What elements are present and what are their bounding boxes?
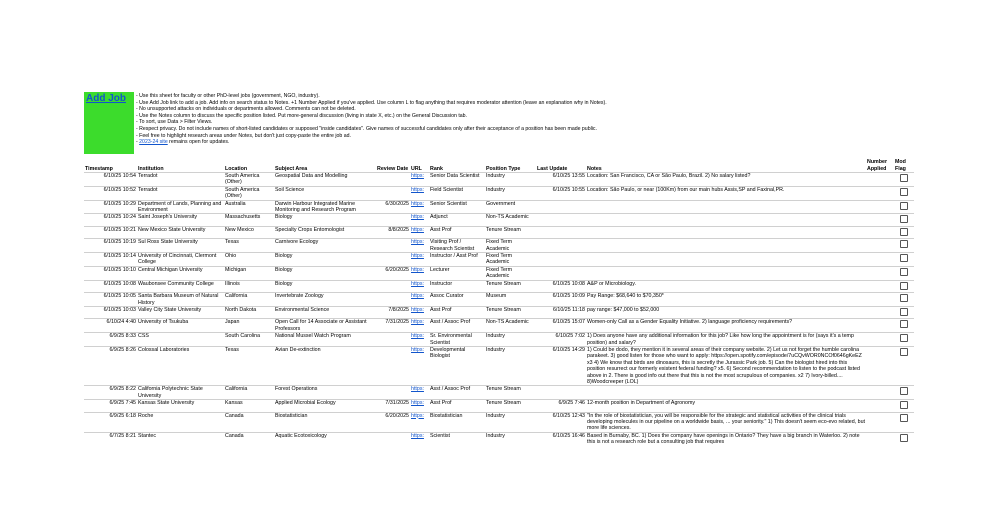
location-cell[interactable]: Canada (224, 432, 274, 445)
review-date-cell[interactable]: 7/31/2025 (376, 319, 410, 333)
institution-cell[interactable]: University of Tsukuba (137, 319, 224, 333)
review-date-cell[interactable] (376, 280, 410, 292)
rank-cell[interactable]: Asst / Assoc Prof (429, 319, 485, 333)
review-date-cell[interactable] (376, 293, 410, 307)
table-row (84, 293, 914, 307)
institution-cell[interactable]: Santa Barbara Museum of Natural History (137, 293, 224, 307)
number-applied-cell[interactable] (866, 412, 894, 432)
number-applied-cell[interactable] (866, 266, 894, 280)
review-date-cell[interactable] (376, 346, 410, 385)
table-row (84, 412, 914, 432)
header-row (84, 154, 914, 173)
institution-cell[interactable]: Department of Lands, Planning and Environment (137, 200, 224, 214)
location-cell[interactable]: Texas (224, 239, 274, 253)
number-applied-cell[interactable] (866, 239, 894, 253)
subject-area-cell[interactable]: Darwin Harbour Integrated Marine Monitoring and Research Program (274, 200, 376, 214)
col-header-mod-flag[interactable]: Mod Flag (895, 159, 906, 172)
location-cell[interactable]: New Mexico (224, 226, 274, 238)
rank-cell[interactable]: Asst / Assoc Prof (429, 386, 485, 400)
url-link[interactable]: https: (410, 214, 429, 226)
col-header-subject-area[interactable]: Subject Area (275, 165, 308, 172)
mod-flag-checkbox[interactable] (900, 174, 908, 182)
position-type-cell[interactable]: Fixed Term Academic (485, 266, 536, 280)
rank-cell[interactable]: Asst Prof (429, 306, 485, 318)
institution-cell[interactable]: CSS (137, 333, 224, 347)
location-cell[interactable]: California (224, 386, 274, 400)
table-row (84, 280, 914, 292)
position-type-cell[interactable]: Industry (485, 432, 536, 445)
timestamp-cell[interactable]: 6/10/25 10:14 (84, 253, 137, 267)
location-cell[interactable]: Ohio (224, 253, 274, 267)
url-link[interactable]: https: (410, 226, 429, 238)
table-row (84, 400, 914, 412)
location-cell[interactable]: South America (Other) (224, 173, 274, 187)
number-applied-cell[interactable] (866, 432, 894, 445)
instruction-line: - Feel free to highlight research areas under Notes, but don't just copy-paste the entire job ad. (136, 132, 351, 139)
timestamp-cell[interactable]: 6/10/25 10:03 (84, 306, 137, 318)
position-type-cell[interactable]: Fixed Term Academic (485, 253, 536, 267)
previous-site-link[interactable]: 2023-24 site (139, 139, 168, 146)
notes-cell[interactable] (586, 239, 866, 253)
number-applied-cell[interactable] (866, 200, 894, 214)
mod-flag-cell (894, 319, 914, 333)
table-row (84, 173, 914, 187)
url-link[interactable]: https: (410, 432, 429, 445)
mod-flag-cell (894, 280, 914, 292)
col-header-timestamp[interactable]: Timestamp (85, 165, 113, 172)
mod-flag-checkbox[interactable] (900, 254, 908, 262)
subject-area-cell[interactable]: Carnivore Ecology (274, 239, 376, 253)
url-link[interactable]: https: (410, 266, 429, 280)
review-date-cell[interactable]: 6/20/2025 (376, 266, 410, 280)
mod-flag-checkbox[interactable] (900, 434, 908, 442)
review-date-cell[interactable] (376, 432, 410, 445)
notes-cell[interactable] (586, 200, 866, 214)
col-header-position-type[interactable]: Position Type (486, 165, 521, 172)
rank-cell[interactable]: Instructor / Asst Prof (429, 253, 485, 267)
mod-flag-checkbox[interactable] (900, 308, 908, 316)
instruction-line: - Respect privacy. Do not include names of short-listed candidates or supposed "inside candidates". Give names of successful candidates only after their acceptance of a position has been made public. (136, 125, 597, 132)
url-link[interactable]: https: (410, 412, 429, 432)
review-date-cell[interactable] (376, 239, 410, 253)
instructions-list (136, 93, 906, 146)
timestamp-cell[interactable]: 6/7/25 8:21 (84, 432, 137, 445)
mod-flag-checkbox[interactable] (900, 228, 908, 236)
review-date-cell[interactable] (376, 186, 410, 200)
table-row (84, 186, 914, 200)
url-link[interactable]: https: (410, 239, 429, 253)
institution-cell[interactable]: Sul Ross State University (137, 239, 224, 253)
institution-cell[interactable]: New Mexico State University (137, 226, 224, 238)
notes-cell[interactable]: A&P or Microbiology. (586, 280, 866, 292)
url-link[interactable]: https: (410, 280, 429, 292)
rank-cell[interactable]: Asst Prof (429, 400, 485, 412)
rank-cell[interactable]: Visiting Prof / Research Scientist (429, 239, 485, 253)
notes-cell[interactable] (586, 226, 866, 238)
last-update-cell[interactable]: 6/10/25 15:07 (536, 319, 586, 333)
mod-flag-cell (894, 186, 914, 200)
position-type-cell[interactable]: Museum (485, 293, 536, 307)
mod-flag-cell (894, 253, 914, 267)
table-row (84, 306, 914, 318)
institution-cell[interactable]: California Polytechnic State University (137, 386, 224, 400)
institution-cell[interactable]: University of Cincinnati, Clermont College (137, 253, 224, 267)
timestamp-cell[interactable]: 6/9/25 7:45 (84, 400, 137, 412)
number-applied-cell[interactable] (866, 400, 894, 412)
col-header-institution[interactable]: Institution (138, 165, 164, 172)
mod-flag-checkbox[interactable] (900, 334, 908, 342)
location-cell[interactable]: California (224, 293, 274, 307)
previous-site-note: remains open for updates. (167, 139, 230, 146)
position-type-cell[interactable]: Government (485, 200, 536, 214)
subject-area-cell[interactable]: Specialty Crops Entomologist (274, 226, 376, 238)
url-link[interactable]: https: (410, 306, 429, 318)
url-link[interactable]: https: (410, 333, 429, 347)
location-cell[interactable]: Texas (224, 346, 274, 385)
institution-cell[interactable]: Saint Joseph's University (137, 214, 224, 226)
rank-cell[interactable]: Senior Data Scientist (429, 173, 485, 187)
notes-cell[interactable] (586, 214, 866, 226)
notes-cell[interactable] (586, 253, 866, 267)
number-applied-cell[interactable] (866, 386, 894, 400)
col-header-last-update[interactable]: Last Update (537, 165, 568, 172)
timestamp-cell[interactable]: 6/9/25 8:22 (84, 386, 137, 400)
number-applied-cell[interactable] (866, 173, 894, 187)
col-header-url[interactable]: URL (411, 165, 422, 172)
subject-area-cell[interactable]: Invertebrate Zoology (274, 293, 376, 307)
subject-area-cell[interactable]: Biology (274, 280, 376, 292)
instruction-line: - Use the Notes column to discuss the specific position listed. Put more-general discussion (living in state X, etc.) on the General Discussion tab. (136, 112, 468, 119)
institution-cell[interactable]: Waubonsee Community College (137, 280, 224, 292)
location-cell[interactable]: Canada (224, 412, 274, 432)
position-type-cell[interactable]: Industry (485, 333, 536, 347)
last-update-cell[interactable] (536, 239, 586, 253)
mod-flag-checkbox[interactable] (900, 282, 908, 290)
institution-cell[interactable]: Roche (137, 412, 224, 432)
table-row (84, 214, 914, 226)
mod-flag-cell (894, 266, 914, 280)
mod-flag-checkbox[interactable] (900, 202, 908, 210)
timestamp-cell[interactable]: 6/10/25 10:24 (84, 214, 137, 226)
rank-cell[interactable]: Scientist (429, 432, 485, 445)
subject-area-cell[interactable]: Applied Microbial Ecology (274, 400, 376, 412)
mod-flag-cell (894, 432, 914, 445)
url-link[interactable]: https: (410, 400, 429, 412)
location-cell[interactable]: Kansas (224, 400, 274, 412)
timestamp-cell[interactable]: 6/9/25 8:26 (84, 346, 137, 385)
mod-flag-cell (894, 412, 914, 432)
notes-cell[interactable]: "In the role of biostatistician, you will be responsible for the strategic and statistical activities of the clinical trials developing molecules in our pipeline on a worldwide basis, ... your seniority." 1) This doesn't seem eco-evo related, but more life sciences. (587, 412, 865, 432)
url-link[interactable]: https: (410, 173, 429, 187)
last-update-cell[interactable]: 6/10/25 10:09 (536, 293, 586, 307)
last-update-cell[interactable] (536, 200, 586, 214)
table-row (84, 253, 914, 267)
review-date-cell[interactable]: 6/20/2025 (376, 412, 410, 432)
rank-cell[interactable]: Field Scientist (429, 186, 485, 200)
rank-cell[interactable]: Developmental Biologist (429, 346, 485, 385)
timestamp-cell[interactable]: 6/10/25 10:52 (84, 186, 137, 200)
location-cell[interactable]: Australia (224, 200, 274, 214)
position-type-cell[interactable]: Fixed Term Academic (485, 239, 536, 253)
col-header-notes[interactable]: Notes (587, 165, 602, 172)
last-update-cell[interactable]: 6/9/25 7:46 (536, 400, 586, 412)
url-link[interactable]: https: (410, 186, 429, 200)
number-applied-cell[interactable] (866, 306, 894, 318)
jobs-table (84, 154, 914, 446)
review-date-cell[interactable] (376, 173, 410, 187)
subject-area-cell[interactable]: Soil Science (274, 186, 376, 200)
mod-flag-checkbox[interactable] (900, 414, 908, 422)
notes-cell[interactable]: Location: San Francisco, CA or São Paulo, Brazil. 2) No salary listed? (586, 173, 866, 187)
notes-cell[interactable]: 1) Could be dodo, they mention it in several areas of their company website. 2) Let us not forget the humble carolina parakeet. 3) good listen for those who want to apply: https://open.spotify.com/episode/7uCQvWOR0NCOf0646gKeEZ x3 4) We know that birds are dinosaurs, this is secretly the Jurassic Park job. 5) Can the biologist hired into this position resurrect our formerly existent federal funding? x5. 6) Second recommendation to listen to the podcast listed above in 2. There is good info out there that this is not the most scrupulous of companies. x2 7) Ivory-billed.... 8)Woodcreeper (LOL) (586, 346, 866, 385)
position-type-cell[interactable]: Tenure Stream (485, 280, 536, 292)
subject-area-cell[interactable]: Environmental Science (274, 306, 376, 318)
last-update-cell[interactable]: 6/10/25 10:08 (536, 280, 586, 292)
last-update-cell[interactable]: 6/10/25 7:02 (536, 333, 586, 347)
subject-area-cell[interactable]: Aquatic Ecotoxicology (274, 432, 376, 445)
mod-flag-cell (894, 214, 914, 226)
subject-area-cell[interactable]: Open Call for 14 Associate or Assistant Professors (274, 319, 376, 333)
instructions-header (84, 92, 914, 154)
timestamp-cell[interactable]: 6/9/25 8:33 (84, 333, 137, 347)
add-job-link[interactable]: Add Job (84, 92, 134, 154)
table-row (84, 432, 914, 445)
rank-cell[interactable]: Adjunct (429, 214, 485, 226)
location-cell[interactable]: Japan (224, 319, 274, 333)
url-link[interactable]: https: (410, 253, 429, 267)
col-header-location[interactable]: Location (225, 165, 248, 172)
table-row (84, 200, 914, 214)
mod-flag-checkbox[interactable] (900, 188, 908, 196)
mod-flag-cell (894, 306, 914, 318)
table-row (84, 333, 914, 347)
number-applied-cell[interactable] (866, 280, 894, 292)
institution-cell[interactable]: Colossal Laboratories (137, 346, 224, 385)
table-row (84, 266, 914, 280)
rank-cell[interactable]: Sr. Environmental Scientist (429, 333, 485, 347)
mod-flag-checkbox[interactable] (900, 387, 908, 395)
table-row (84, 386, 914, 400)
institution-cell[interactable]: Terradot (137, 186, 224, 200)
subject-area-cell[interactable]: Biology (274, 214, 376, 226)
mod-flag-checkbox[interactable] (900, 215, 908, 223)
last-update-cell[interactable]: 6/10/25 11:18 (536, 306, 586, 318)
last-update-cell[interactable]: 6/10/25 13:55 (536, 173, 586, 187)
url-link[interactable]: https: (410, 346, 429, 385)
review-date-cell[interactable] (376, 253, 410, 267)
number-applied-cell[interactable] (866, 253, 894, 267)
review-date-cell[interactable]: 8/8/2025 (376, 226, 410, 238)
last-update-cell[interactable] (536, 226, 586, 238)
position-type-cell[interactable]: Industry (485, 186, 536, 200)
col-header-review-date[interactable]: Review Date (377, 165, 409, 172)
location-cell[interactable]: North Dakota (224, 306, 274, 318)
review-date-cell[interactable] (376, 386, 410, 400)
rank-cell[interactable]: Instructor (429, 280, 485, 292)
notes-cell[interactable]: Based in Burnaby, BC. 1) Does the company have openings in Ontario? They have a big branch in Waterloo. 2) note this is not a research role but a consulting job that requires (586, 432, 866, 445)
rank-cell[interactable]: Lecturer (429, 266, 485, 280)
review-date-cell[interactable] (376, 333, 410, 347)
mod-flag-cell (894, 346, 914, 385)
timestamp-cell[interactable]: 6/10/25 10:08 (84, 280, 137, 292)
mod-flag-cell (894, 293, 914, 307)
institution-cell[interactable]: Stantec (137, 432, 224, 445)
url-link[interactable]: https: (410, 293, 429, 307)
mod-flag-checkbox[interactable] (900, 348, 908, 356)
position-type-cell[interactable]: Tenure Stream (485, 386, 536, 400)
last-update-cell[interactable]: 6/10/25 14:29 (536, 346, 586, 385)
last-update-cell[interactable] (536, 266, 586, 280)
number-applied-cell[interactable] (866, 293, 894, 307)
position-type-cell[interactable]: Industry (485, 412, 536, 432)
url-link[interactable]: https: (410, 319, 429, 333)
subject-area-cell[interactable]: National Mussel Watch Program (274, 333, 376, 347)
timestamp-cell[interactable]: 6/10/25 10:21 (84, 226, 137, 238)
rank-cell[interactable]: Senior Scientist (429, 200, 485, 214)
subject-area-cell[interactable]: Geospatial Data and Modelling (274, 173, 376, 187)
number-applied-cell[interactable] (866, 333, 894, 347)
timestamp-cell[interactable]: 6/10/24 4:40 (84, 319, 137, 333)
last-update-cell[interactable]: 6/10/25 12:43 (536, 412, 586, 432)
location-cell[interactable]: South Carolina (224, 333, 274, 347)
mod-flag-checkbox[interactable] (900, 240, 908, 248)
instruction-line: - To sort, use Data > Filter Views. (136, 119, 213, 126)
position-type-cell[interactable]: Non-TS Academic (485, 214, 536, 226)
number-applied-cell[interactable] (866, 346, 894, 385)
col-header-rank[interactable]: Rank (430, 165, 443, 172)
url-link[interactable]: https: (410, 200, 429, 214)
review-date-cell[interactable]: 7/31/2025 (376, 400, 410, 412)
mod-flag-checkbox[interactable] (900, 294, 908, 302)
last-update-cell[interactable] (536, 386, 586, 400)
url-link[interactable]: https: (410, 386, 429, 400)
notes-cell[interactable]: Women-only Call as a Gender Equality Initiative. 2) language proficiency requirements? (586, 319, 866, 333)
position-type-cell[interactable]: Industry (485, 346, 536, 385)
notes-cell[interactable]: 1) Does anyone have any additional information for this job? Like how long the appointment is for (says it's a temp position) and salary? (586, 333, 866, 347)
instruction-line: - Use this sheet for faculty or other PhD-level jobs (government, NGO, industry). (136, 93, 320, 99)
institution-cell[interactable]: Valley City State University (137, 306, 224, 318)
notes-cell[interactable]: Location: São Paulo, or near (100Km) from our main hubs Assis,SP and Faxinal,PR. (586, 186, 866, 200)
location-cell[interactable]: Michigan (224, 266, 274, 280)
rank-cell[interactable]: Asst Prof (429, 226, 485, 238)
review-date-cell[interactable]: 7/8/2025 (376, 306, 410, 318)
number-applied-cell[interactable] (866, 214, 894, 226)
location-cell[interactable]: South America (Other) (224, 186, 274, 200)
last-update-cell[interactable] (536, 253, 586, 267)
mod-flag-cell (894, 226, 914, 238)
institution-cell[interactable]: Central Michigan University (137, 266, 224, 280)
timestamp-cell[interactable]: 6/10/25 10:19 (84, 239, 137, 253)
notes-cell[interactable] (586, 386, 866, 400)
number-applied-cell[interactable] (866, 186, 894, 200)
instruction-line: - No unsupported attacks on individuals or departments allowed. Comments can not be deleted. (136, 106, 356, 113)
table-row (84, 226, 914, 238)
timestamp-cell[interactable]: 6/10/25 10:10 (84, 266, 137, 280)
last-update-cell[interactable]: 6/10/25 16:46 (536, 432, 586, 445)
subject-area-cell[interactable]: Biology (274, 253, 376, 267)
subject-area-cell[interactable]: Biology (274, 266, 376, 280)
mod-flag-cell (894, 400, 914, 412)
mod-flag-cell (894, 333, 914, 347)
location-cell[interactable]: Illinois (224, 280, 274, 292)
mod-flag-cell (894, 200, 914, 214)
col-header-number-applied[interactable]: Number Applied (867, 159, 888, 172)
number-applied-cell[interactable] (866, 319, 894, 333)
instruction-line: - Use Add Job link to add a job. Add info on search status to Notes. +1 Number Applied if you've applied. Use column L to flag anything that requires moderator attention (leave an explanation why in Notes). (136, 99, 607, 106)
position-type-cell[interactable]: Non-TS Academic (485, 319, 536, 333)
mod-flag-checkbox[interactable] (900, 401, 908, 409)
review-date-cell[interactable]: 6/30/2025 (376, 200, 410, 214)
subject-area-cell[interactable]: Biostatistician (274, 412, 376, 432)
timestamp-cell[interactable]: 6/10/25 10:54 (84, 173, 137, 187)
notes-cell[interactable]: Pay Range: $68,640 to $70,350* (586, 293, 866, 307)
subject-area-cell[interactable]: Avian De-extinction (274, 346, 376, 385)
review-date-cell[interactable] (376, 214, 410, 226)
table-row (84, 239, 914, 253)
position-type-cell[interactable]: Tenure Stream (485, 306, 536, 318)
mod-flag-checkbox[interactable] (900, 320, 908, 328)
instruction-line-last: - 2023-24 site remains open for updates. (136, 139, 230, 146)
rank-cell[interactable]: Biostatistician (429, 412, 485, 432)
subject-area-cell[interactable]: Forest Operations (274, 386, 376, 400)
jobs-spreadsheet (84, 92, 914, 446)
last-update-cell[interactable] (536, 214, 586, 226)
number-applied-cell[interactable] (866, 226, 894, 238)
institution-cell[interactable]: Terradot (137, 173, 224, 187)
notes-cell[interactable] (586, 266, 866, 280)
position-type-cell[interactable]: Industry (485, 173, 536, 187)
rank-cell[interactable]: Assoc Curator (429, 293, 485, 307)
table-row (84, 346, 914, 385)
last-update-cell[interactable]: 6/10/25 10:55 (536, 186, 586, 200)
notes-cell[interactable]: 12-month position in Department of Agronomy (586, 400, 866, 412)
timestamp-cell[interactable]: 6/10/25 10:29 (84, 200, 137, 214)
notes-cell[interactable]: pay range: $47,000 to $52,000 (586, 306, 866, 318)
mod-flag-cell (894, 386, 914, 400)
timestamp-cell[interactable]: 6/10/25 10:05 (84, 293, 137, 307)
mod-flag-cell (894, 239, 914, 253)
mod-flag-checkbox[interactable] (900, 268, 908, 276)
position-type-cell[interactable]: Tenure Stream (485, 226, 536, 238)
location-cell[interactable]: Massachusetts (224, 214, 274, 226)
timestamp-cell[interactable]: 6/9/25 6:18 (84, 412, 137, 432)
table-row (84, 319, 914, 333)
mod-flag-cell (894, 173, 914, 187)
position-type-cell[interactable]: Tenure Stream (485, 400, 536, 412)
institution-cell[interactable]: Kansas State University (137, 400, 224, 412)
